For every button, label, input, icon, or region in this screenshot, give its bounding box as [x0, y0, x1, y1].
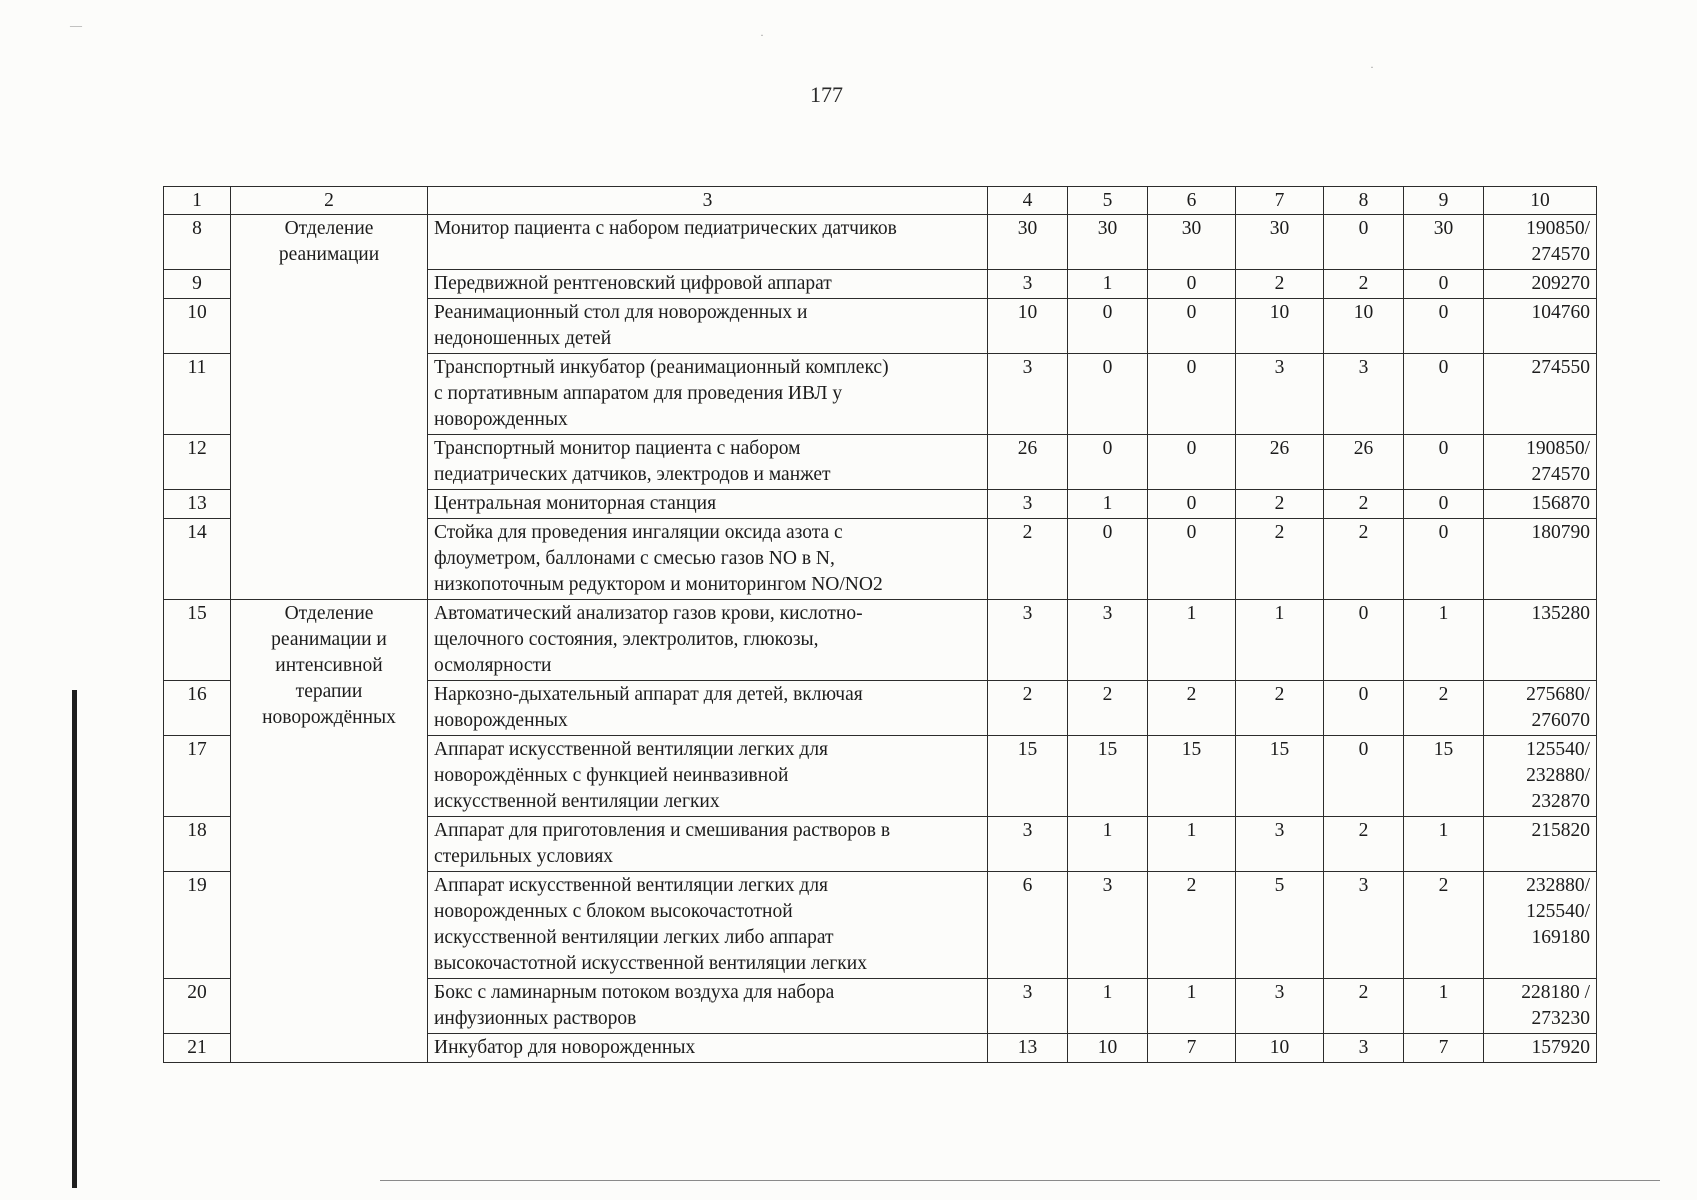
quantity-cell: 0 [1068, 435, 1148, 490]
equipment-name-line: осмолярности [434, 655, 552, 676]
header-cell: 8 [1324, 187, 1404, 215]
quantity-cell: 26 [1324, 435, 1404, 490]
quantity-cell: 0 [1148, 435, 1236, 490]
equipment-name-line: Транспортный монитор пациента с набором [434, 438, 801, 459]
quantity-cell: 30 [1148, 215, 1236, 270]
equipment-name [428, 435, 988, 490]
quantity-cell: 2 [1236, 681, 1324, 736]
code-line: 274570 [1531, 464, 1590, 485]
quantity-cell: 1 [1068, 490, 1148, 519]
quantity-cell: 3 [988, 979, 1068, 1034]
quantity-cell: 0 [1324, 736, 1404, 817]
equipment-name [428, 872, 988, 979]
quantity-cell: 2 [1324, 817, 1404, 872]
row-number: 14 [164, 519, 231, 600]
quantity-cell: 0 [1404, 299, 1484, 354]
quantity-cell: 3 [1324, 872, 1404, 979]
department-label: интенсивной [275, 655, 383, 676]
equipment-name [428, 270, 988, 299]
code-line: 228180 / [1521, 982, 1590, 1003]
quantity-cell: 3 [988, 270, 1068, 299]
quantity-cell: 15 [1404, 736, 1484, 817]
code-cell [1484, 215, 1597, 270]
code-line: 125540/ [1526, 739, 1590, 760]
quantity-cell: 2 [988, 519, 1068, 600]
table-row [164, 600, 1597, 681]
quantity-cell: 1 [1068, 817, 1148, 872]
scan-edge-bar [72, 690, 77, 1188]
code-line: 273230 [1531, 1008, 1590, 1029]
quantity-cell: 0 [1068, 519, 1148, 600]
quantity-cell: 7 [1148, 1034, 1236, 1063]
equipment-name-line: искусственной вентиляции легких либо аппарат [434, 927, 834, 948]
equipment-name-line: новорожденных с блоком высокочастотной [434, 901, 793, 922]
row-number: 21 [164, 1034, 231, 1063]
row-number: 16 [164, 681, 231, 736]
code-line: 209270 [1531, 273, 1590, 294]
quantity-cell: 3 [1236, 979, 1324, 1034]
quantity-cell: 15 [1236, 736, 1324, 817]
code-line: 275680/ [1526, 684, 1590, 705]
header-cell: 10 [1484, 187, 1597, 215]
scan-bottom-line [380, 1180, 1660, 1181]
department-label: Отделение [284, 603, 374, 624]
quantity-cell: 10 [1236, 1034, 1324, 1063]
header-cell: 2 [231, 187, 428, 215]
department-cell [231, 215, 428, 600]
code-line: 232870 [1531, 791, 1590, 812]
row-number: 20 [164, 979, 231, 1034]
quantity-cell: 2 [1404, 681, 1484, 736]
code-line: 190850/ [1526, 218, 1590, 239]
quantity-cell: 30 [1068, 215, 1148, 270]
row-number: 8 [164, 215, 231, 270]
quantity-cell: 2 [1236, 519, 1324, 600]
quantity-cell: 15 [988, 736, 1068, 817]
code-cell [1484, 600, 1597, 681]
code-cell [1484, 681, 1597, 736]
equipment-name-line: Транспортный инкубатор (реанимационный комплекс) [434, 357, 889, 378]
quantity-cell: 2 [1236, 270, 1324, 299]
equipment-name-line: Бокс с ламинарным потоком воздуха для набора [434, 982, 835, 1003]
code-line: 232880/ [1526, 875, 1590, 896]
quantity-cell: 10 [1236, 299, 1324, 354]
code-cell [1484, 299, 1597, 354]
equipment-name-line: высокочастотной искусственной вентиляции легких [434, 953, 867, 974]
quantity-cell: 2 [1148, 681, 1236, 736]
code-line: 215820 [1531, 820, 1590, 841]
code-cell [1484, 435, 1597, 490]
row-number: 18 [164, 817, 231, 872]
quantity-cell: 3 [988, 490, 1068, 519]
equipment-name-line: Инкубатор для новорожденных [434, 1037, 696, 1058]
equipment-name [428, 519, 988, 600]
quantity-cell: 0 [1148, 270, 1236, 299]
code-line: 169180 [1531, 927, 1590, 948]
equipment-name [428, 490, 988, 519]
code-cell [1484, 490, 1597, 519]
page-number: 177 [810, 82, 843, 107]
header-cell: 4 [988, 187, 1068, 215]
quantity-cell: 6 [988, 872, 1068, 979]
scan-speck: — [70, 18, 82, 32]
equipment-name-line: Наркозно-дыхательный аппарат для детей, включая [434, 684, 863, 705]
equipment-name [428, 600, 988, 681]
scan-speck: · [760, 28, 764, 42]
header-cell: 7 [1236, 187, 1324, 215]
equipment-name-line: Передвижной рентгеновский цифровой аппарат [434, 273, 832, 294]
quantity-cell: 2 [988, 681, 1068, 736]
equipment-name-line: инфузионных растворов [434, 1008, 637, 1029]
quantity-cell: 0 [1404, 354, 1484, 435]
quantity-cell: 2 [1324, 270, 1404, 299]
quantity-cell: 2 [1236, 490, 1324, 519]
row-number: 13 [164, 490, 231, 519]
row-number: 12 [164, 435, 231, 490]
header-cell: 9 [1404, 187, 1484, 215]
row-number: 17 [164, 736, 231, 817]
quantity-cell: 2 [1324, 519, 1404, 600]
quantity-cell: 1 [1148, 979, 1236, 1034]
code-line: 180790 [1531, 522, 1590, 543]
equipment-name-line: Монитор пациента с набором педиатрических датчиков [434, 218, 897, 239]
code-line: 232880/ [1526, 765, 1590, 786]
header-cell: 5 [1068, 187, 1148, 215]
quantity-cell: 2 [1324, 979, 1404, 1034]
equipment-name-line: Стойка для проведения ингаляции оксида азота с [434, 522, 843, 543]
equipment-name [428, 1034, 988, 1063]
table-row [164, 215, 1597, 270]
code-line: 125540/ [1526, 901, 1590, 922]
equipment-name-line: Центральная мониторная станция [434, 493, 717, 514]
equipment-name-line: недоношенных детей [434, 328, 612, 349]
code-cell [1484, 872, 1597, 979]
quantity-cell: 13 [988, 1034, 1068, 1063]
code-cell [1484, 519, 1597, 600]
code-line: 156870 [1531, 493, 1590, 514]
quantity-cell: 1 [1236, 600, 1324, 681]
equipment-name-line: Аппарат искусственной вентиляции легких для [434, 739, 829, 760]
equipment-name-line: искусственной вентиляции легких [434, 791, 720, 812]
quantity-cell: 0 [1404, 270, 1484, 299]
quantity-cell: 0 [1148, 519, 1236, 600]
equipment-name [428, 736, 988, 817]
quantity-cell: 1 [1404, 600, 1484, 681]
equipment-table [163, 186, 1597, 1063]
header-cell: 6 [1148, 187, 1236, 215]
code-line: 104760 [1531, 302, 1590, 323]
equipment-name-line: педиатрических датчиков, электродов и манжет [434, 464, 831, 485]
quantity-cell: 30 [988, 215, 1068, 270]
quantity-cell: 1 [1068, 270, 1148, 299]
equipment-name-line: с портативным аппаратом для проведения ИВЛ у [434, 383, 843, 404]
quantity-cell: 0 [1148, 354, 1236, 435]
header-cell: 1 [164, 187, 231, 215]
row-number: 15 [164, 600, 231, 681]
quantity-cell: 0 [1404, 519, 1484, 600]
quantity-cell: 2 [1068, 681, 1148, 736]
quantity-cell: 3 [988, 600, 1068, 681]
header-row [164, 187, 1597, 215]
equipment-name-line: стерильных условиях [434, 846, 614, 867]
quantity-cell: 0 [1148, 490, 1236, 519]
equipment-name [428, 354, 988, 435]
row-number: 11 [164, 354, 231, 435]
quantity-cell: 0 [1148, 299, 1236, 354]
row-number: 19 [164, 872, 231, 979]
equipment-name-line: новорожденных [434, 409, 568, 430]
code-line: 157920 [1531, 1037, 1590, 1058]
equipment-name [428, 215, 988, 270]
quantity-cell: 15 [1148, 736, 1236, 817]
department-cell [231, 600, 428, 1063]
quantity-cell: 3 [988, 354, 1068, 435]
equipment-name-line: Автоматический анализатор газов крови, кислотно- [434, 603, 863, 624]
quantity-cell: 26 [988, 435, 1068, 490]
quantity-cell: 3 [1068, 872, 1148, 979]
code-cell [1484, 354, 1597, 435]
code-line: 276070 [1531, 710, 1590, 731]
code-line: 190850/ [1526, 438, 1590, 459]
equipment-name-line: щелочного состояния, электролитов, глюкозы, [434, 629, 819, 650]
code-cell [1484, 736, 1597, 817]
quantity-cell: 1 [1404, 817, 1484, 872]
quantity-cell: 0 [1068, 354, 1148, 435]
quantity-cell: 7 [1404, 1034, 1484, 1063]
quantity-cell: 3 [1236, 817, 1324, 872]
department-label: реанимации [278, 244, 380, 265]
quantity-cell: 2 [1324, 490, 1404, 519]
department-label: Отделение [284, 218, 374, 239]
code-cell [1484, 817, 1597, 872]
equipment-name-line: Реанимационный стол для новорожденных и [434, 302, 808, 323]
equipment-name [428, 681, 988, 736]
quantity-cell: 30 [1236, 215, 1324, 270]
quantity-cell: 3 [1324, 354, 1404, 435]
quantity-cell: 1 [1068, 979, 1148, 1034]
department-label: терапии [295, 681, 363, 702]
equipment-name-line: новорожденных [434, 710, 568, 731]
quantity-cell: 0 [1324, 600, 1404, 681]
quantity-cell: 5 [1236, 872, 1324, 979]
equipment-name-line: низкопоточным редуктором и мониторингом NO/NO2 [434, 574, 883, 595]
quantity-cell: 1 [1148, 817, 1236, 872]
table-body [164, 187, 1597, 1063]
equipment-name-line: флоуметром, баллонами с смесью газов NO в N, [434, 548, 835, 569]
quantity-cell: 0 [1404, 435, 1484, 490]
quantity-cell: 10 [1324, 299, 1404, 354]
quantity-cell: 0 [1068, 299, 1148, 354]
code-line: 274550 [1531, 357, 1590, 378]
quantity-cell: 3 [1324, 1034, 1404, 1063]
quantity-cell: 1 [1148, 600, 1236, 681]
quantity-cell: 1 [1404, 979, 1484, 1034]
equipment-name-line: Аппарат искусственной вентиляции легких для [434, 875, 829, 896]
code-cell [1484, 1034, 1597, 1063]
quantity-cell: 30 [1404, 215, 1484, 270]
row-number: 9 [164, 270, 231, 299]
code-cell [1484, 270, 1597, 299]
department-label: реанимации и [271, 629, 387, 650]
quantity-cell: 0 [1324, 215, 1404, 270]
code-line: 274570 [1531, 244, 1590, 265]
quantity-cell: 26 [1236, 435, 1324, 490]
equipment-name [428, 817, 988, 872]
quantity-cell: 2 [1148, 872, 1236, 979]
quantity-cell: 2 [1404, 872, 1484, 979]
quantity-cell: 15 [1068, 736, 1148, 817]
quantity-cell: 3 [988, 817, 1068, 872]
quantity-cell: 3 [1236, 354, 1324, 435]
quantity-cell: 0 [1324, 681, 1404, 736]
code-cell [1484, 979, 1597, 1034]
equipment-name-line: Аппарат для приготовления и смешивания растворов в [434, 820, 891, 841]
scan-speck: · [1370, 60, 1374, 74]
quantity-cell: 10 [988, 299, 1068, 354]
header-cell: 3 [428, 187, 988, 215]
row-number: 10 [164, 299, 231, 354]
quantity-cell: 3 [1068, 600, 1148, 681]
code-line: 135280 [1531, 603, 1590, 624]
equipment-name-line: новорождённых с функцией неинвазивной [434, 765, 789, 786]
quantity-cell: 10 [1068, 1034, 1148, 1063]
equipment-name [428, 979, 988, 1034]
department-label: новорождённых [262, 707, 396, 728]
quantity-cell: 0 [1404, 490, 1484, 519]
equipment-name [428, 299, 988, 354]
